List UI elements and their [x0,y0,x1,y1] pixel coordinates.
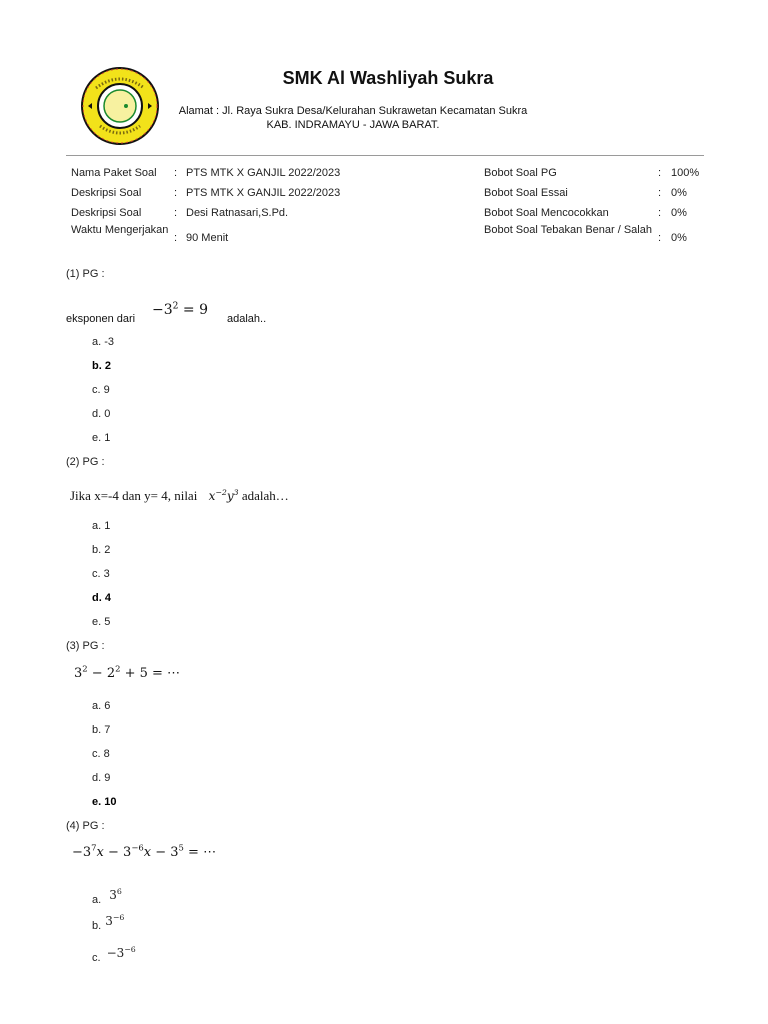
info-value: PTS MTK X GANJIL 2022/2023 [186,167,341,179]
info-label: Deskripsi Soal [71,187,142,199]
option-text: 4 [104,592,111,604]
option-text: -3 [104,336,115,348]
option-key: a. [92,336,102,348]
option-key: d. [92,772,102,784]
option-text: 3 [103,568,110,580]
answer-option [92,945,136,964]
option-key: e. [92,796,102,808]
option-key: d. [92,408,102,420]
answer-option [92,432,110,444]
option-key: c. [92,748,101,760]
answer-option [92,520,110,532]
question-text-after: adalah.. [227,313,267,325]
info-value: 90 Menit [186,232,229,244]
info-value: 0% [671,187,687,199]
math-expression: $3^2 - 2^2 + 5$ = ⋯ [74,663,181,681]
option-text: 5 [104,616,111,628]
answer-option [92,887,122,906]
option-key: b. [92,920,102,932]
option-key: b. [92,544,102,556]
answer-option [92,616,110,628]
info-label: Deskripsi Soal [71,207,142,219]
question-text-before: Jika x=-4 dan y= 4, nilai [70,488,198,503]
school-address [172,104,534,132]
option-text: 9 [104,772,111,784]
option-text: 1 [104,520,111,532]
answer-option [92,772,110,784]
option-text: 2 [104,544,111,556]
info-colon: : [658,232,662,244]
option-text: 8 [103,748,110,760]
info-colon: : [658,207,662,219]
question-text [66,313,135,325]
info-row [66,203,704,223]
info-colon: : [658,187,662,199]
option-key: c. [92,952,101,964]
option-key: c. [92,568,101,580]
answer-option-correct [92,796,117,808]
exam-info-table [66,163,704,253]
answer-option-correct [92,592,111,604]
address-line-2: KAB. INDRAMAYU - JAWA BARAT. [266,119,440,131]
option-text: 7 [104,724,111,736]
option-key: e. [92,616,102,628]
option-key: d. [92,592,102,604]
question-text-after: adalah… [241,488,289,503]
answer-option [92,748,110,760]
answer-option [92,384,110,396]
address-line-1: Alamat : Jl. Raya Sukra Desa/Kelurahan Sukrawetan Kecamatan Sukra [178,105,528,117]
option-text: 0 [104,408,111,420]
info-label: Bobot Soal Tebakan Benar / Salah [484,224,652,236]
info-value: 100% [671,167,700,179]
info-label: Waktu Mengerjakan [71,224,169,236]
option-math: $-3^{-6}$ [106,945,136,960]
answer-option [92,408,110,420]
option-key: b. [92,360,102,372]
answer-option [92,724,110,736]
option-key: e. [92,432,102,444]
info-colon: : [174,207,178,219]
math-expression: $-3^2 = 9$ [152,301,208,318]
info-value: Desi Ratnasari,S.Pd. [186,207,289,219]
info-colon: : [658,167,662,179]
info-label: Bobot Soal PG [484,167,557,179]
option-text: 2 [104,360,111,372]
answer-option-correct [92,360,111,372]
option-key: b. [92,724,102,736]
question-text-before: eksponen dari [66,313,136,325]
answer-option [92,700,110,712]
info-value: 0% [671,207,687,219]
option-key: c. [92,384,101,396]
answer-option [92,544,110,556]
option-key: a. [92,894,102,906]
header-divider [66,155,704,156]
answer-option [92,913,125,932]
option-math: $3^{-6}$ [105,913,125,928]
question-text [70,488,289,504]
info-colon: : [174,232,178,244]
option-text: 1 [104,432,111,444]
info-row [66,183,704,203]
info-row [66,223,704,253]
answer-option [92,336,114,348]
info-row [66,163,704,183]
info-label: Bobot Soal Mencocokkan [484,207,609,219]
math-expression: $-3^7x - 3^{-6}x - 3^5$ = ⋯ [72,842,217,860]
question-label: (1) PG : [66,268,105,280]
info-colon: : [174,187,178,199]
question-label: (2) PG : [66,456,105,468]
info-colon: : [174,167,178,179]
school-name: SMK Al Washliyah Sukra [282,68,494,88]
option-math: $3^6$ [109,887,122,902]
option-text: 9 [103,384,110,396]
option-key: a. [92,520,102,532]
option-key: a. [92,700,102,712]
answer-option [92,568,110,580]
option-text: 10 [104,796,117,808]
option-text: 6 [104,700,111,712]
question-label: (3) PG : [66,640,105,652]
info-label: Nama Paket Soal [71,167,157,179]
info-label: Bobot Soal Essai [484,187,568,199]
info-value: PTS MTK X GANJIL 2022/2023 [186,187,341,199]
math-expression: $x^{-2}y^3$ [208,488,239,503]
question-label: (4) PG : [66,820,105,832]
info-value: 0% [671,232,687,244]
